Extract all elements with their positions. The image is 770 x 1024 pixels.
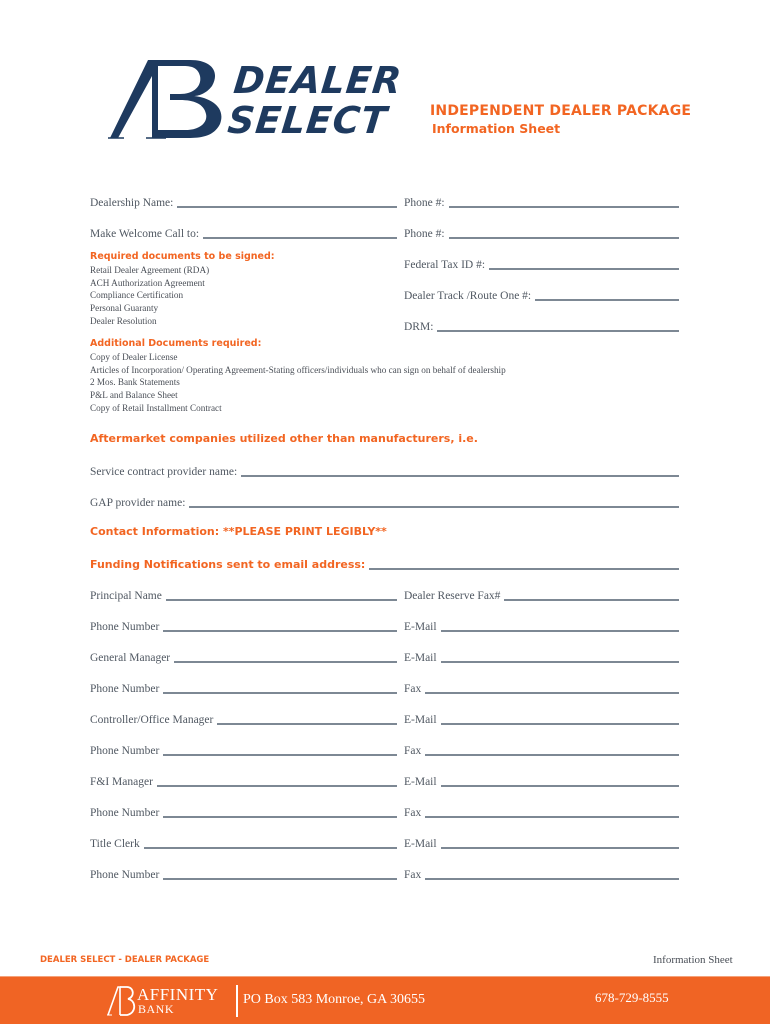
list-item: Articles of Incorporation/ Operating Agreement-Stating officers/individuals who can sign on behalf of dealership [90, 364, 506, 375]
list-item: Copy of Dealer License [90, 352, 178, 362]
principal-phone-label: Phone Number [90, 621, 160, 633]
footer-band [0, 976, 770, 1024]
controller-field[interactable] [90, 711, 397, 727]
document-title: INDEPENDENT DEALER PACKAGE [430, 103, 692, 119]
dealer-reserve-fax-input-line[interactable] [504, 591, 679, 601]
fi-manager-label: F&I Manager [90, 776, 153, 788]
footer-package-label: DEALER SELECT - DEALER PACKAGE [40, 955, 210, 965]
title-clerk-phone-label: Phone Number [90, 869, 160, 881]
list-item: Compliance Certification [90, 290, 184, 301]
phone-input-line-2[interactable] [449, 229, 679, 239]
footer-phone: 678-729-8555 [595, 990, 669, 1005]
gm-phone-field[interactable] [90, 680, 397, 696]
ab-monogram-icon [108, 58, 233, 144]
title-clerk-email-field[interactable] [404, 835, 679, 851]
fi-fax-label: Fax [404, 807, 422, 819]
fi-phone-input-line[interactable] [163, 808, 397, 818]
principal-name-label: Principal Name [90, 590, 162, 602]
dealer-track-field[interactable] [404, 287, 679, 303]
title-clerk-email-input-line[interactable] [441, 839, 679, 849]
gm-email-label: E-Mail [404, 652, 437, 664]
required-docs-list [90, 264, 209, 328]
dealership-name-field[interactable] [90, 194, 397, 210]
principal-email-field[interactable] [404, 618, 679, 634]
fi-manager-input-line[interactable] [157, 777, 397, 787]
service-contract-label: Service contract provider name: [90, 466, 238, 478]
drm-input-line[interactable] [437, 322, 679, 332]
general-manager-label: General Manager [90, 652, 171, 664]
federal-tax-id-label: Federal Tax ID #: [404, 259, 486, 271]
gm-phone-input-line[interactable] [163, 684, 397, 694]
phone-field-2[interactable] [404, 225, 679, 241]
dealer-track-label: Dealer Track /Route One #: [404, 290, 532, 302]
controller-phone-input-line[interactable] [163, 746, 397, 756]
general-manager-field[interactable] [90, 649, 397, 665]
gm-email-input-line[interactable] [441, 653, 679, 663]
list-item: Retail Dealer Agreement (RDA) [90, 265, 210, 275]
federal-tax-id-field[interactable] [404, 256, 679, 272]
controller-phone-field[interactable] [90, 742, 397, 758]
gap-provider-label: GAP provider name: [90, 497, 186, 509]
funding-email-input-line[interactable] [369, 560, 679, 570]
drm-field[interactable] [404, 318, 679, 334]
drm-label: DRM: [404, 321, 434, 333]
service-contract-field[interactable] [90, 463, 679, 479]
title-clerk-fax-field[interactable] [404, 866, 679, 882]
bank-name-line1: AFFINITY [137, 985, 219, 1004]
service-contract-input-line[interactable] [241, 467, 679, 477]
title-clerk-phone-input-line[interactable] [163, 870, 397, 880]
list-item: Copy of Retail Installment Contract [90, 402, 222, 413]
phone-field-1[interactable] [404, 194, 679, 210]
gm-fax-input-line[interactable] [425, 684, 679, 694]
title-clerk-label: Title Clerk [90, 838, 140, 850]
fi-fax-input-line[interactable] [425, 808, 679, 818]
gap-provider-field[interactable] [90, 494, 679, 510]
footer-address: PO Box 583 Monroe, GA 30655 [243, 992, 426, 1007]
additional-docs-heading: Additional Documents required: [90, 338, 262, 349]
phone-label-2: Phone #: [404, 228, 445, 240]
title-clerk-field[interactable] [90, 835, 397, 851]
funding-email-field[interactable] [90, 556, 679, 572]
dealer-select-logo [108, 58, 405, 144]
controller-label: Controller/Office Manager [90, 714, 214, 726]
gm-email-field[interactable] [404, 649, 679, 665]
gm-phone-label: Phone Number [90, 683, 160, 695]
controller-input-line[interactable] [217, 715, 397, 725]
dealer-reserve-fax-field[interactable] [404, 587, 679, 603]
principal-phone-field[interactable] [90, 618, 397, 634]
federal-tax-id-input-line[interactable] [489, 260, 679, 270]
list-item: Personal Guaranty [90, 303, 159, 314]
fi-manager-field[interactable] [90, 773, 397, 789]
welcome-call-field[interactable] [90, 225, 397, 241]
phone-input-line-1[interactable] [449, 198, 679, 208]
title-clerk-fax-input-line[interactable] [425, 870, 679, 880]
controller-email-input-line[interactable] [441, 715, 679, 725]
fi-phone-label: Phone Number [90, 807, 160, 819]
contact-heading: Contact Information: **PLEASE PRINT LEGIBLY** [90, 525, 387, 538]
list-item: P&L and Balance Sheet [90, 390, 178, 401]
dealer-reserve-fax-label: Dealer Reserve Fax# [404, 590, 501, 602]
gap-provider-input-line[interactable] [189, 498, 679, 508]
aftermarket-heading: Aftermarket companies utilized other than manufacturers, i.e. [90, 432, 478, 445]
list-item: Dealer Resolution [90, 315, 157, 326]
welcome-call-input-line[interactable] [203, 229, 397, 239]
dealer-track-input-line[interactable] [535, 291, 679, 301]
footer-sheet-label: Information Sheet [653, 954, 733, 966]
required-docs-heading: Required documents to be signed: [90, 251, 275, 262]
phone-label-1: Phone #: [404, 197, 445, 209]
principal-email-label: E-Mail [404, 621, 437, 633]
title-clerk-fax-label: Fax [404, 869, 422, 881]
controller-phone-label: Phone Number [90, 745, 160, 757]
fi-phone-field[interactable] [90, 804, 397, 820]
principal-name-input-line[interactable] [166, 591, 397, 601]
list-item: 2 Mos. Bank Statements [90, 377, 180, 388]
gm-fax-field[interactable] [404, 680, 679, 696]
controller-email-label: E-Mail [404, 714, 437, 726]
fi-email-label: E-Mail [404, 776, 437, 788]
dealership-name-label: Dealership Name: [90, 197, 174, 209]
bank-name-line2: BANK [138, 1002, 175, 1016]
logo-word-dealer: DEALER [231, 59, 405, 102]
additional-docs-list [90, 351, 506, 415]
title-clerk-phone-field[interactable] [90, 866, 397, 882]
gm-fax-label: Fax [404, 683, 422, 695]
title-clerk-email-label: E-Mail [404, 838, 437, 850]
principal-name-field[interactable] [90, 587, 397, 603]
fi-email-field[interactable] [404, 773, 679, 789]
principal-email-input-line[interactable] [441, 622, 679, 632]
affinity-bank-logo [107, 985, 227, 1019]
controller-fax-label: Fax [404, 745, 422, 757]
fi-fax-field[interactable] [404, 804, 679, 820]
ab-monogram-icon [107, 985, 137, 1017]
list-item: ACH Authorization Agreement [90, 277, 205, 288]
funding-email-label: Funding Notifications sent to email address: [90, 558, 366, 571]
footer-divider [236, 985, 238, 1017]
controller-fax-field[interactable] [404, 742, 679, 758]
principal-phone-input-line[interactable] [163, 622, 397, 632]
controller-fax-input-line[interactable] [425, 746, 679, 756]
general-manager-input-line[interactable] [174, 653, 397, 663]
welcome-call-label: Make Welcome Call to: [90, 228, 200, 240]
controller-email-field[interactable] [404, 711, 679, 727]
document-subtitle: Information Sheet [432, 121, 561, 136]
fi-email-input-line[interactable] [441, 777, 679, 787]
logo-word-select: SELECT [225, 99, 390, 142]
title-clerk-input-line[interactable] [144, 839, 397, 849]
dealership-name-input-line[interactable] [177, 198, 397, 208]
